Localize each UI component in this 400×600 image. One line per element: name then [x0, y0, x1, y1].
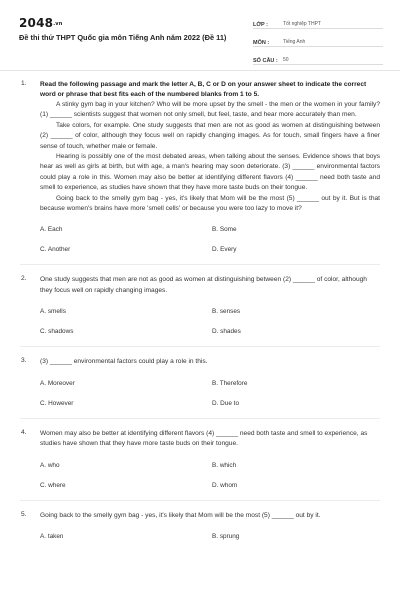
exam-title: Đề thi thử THPT Quốc gia môn Tiếng Anh năm 2022 (Đề 11) — [19, 33, 227, 42]
answer-option-a[interactable]: A. who — [40, 461, 60, 469]
meta-key: LỚP : — [253, 22, 268, 28]
question-number: 1. — [21, 80, 27, 87]
answer-options — [40, 308, 380, 335]
answer-option-c[interactable]: C. However — [40, 399, 74, 407]
answer-option-a[interactable]: A. smells — [40, 308, 66, 316]
answer-options — [40, 462, 380, 489]
question-divider — [20, 264, 380, 265]
logo-suffix: .vn — [53, 21, 63, 27]
answer-option-c[interactable]: C. Another — [40, 246, 71, 254]
answer-option-c[interactable]: C. shadows — [40, 328, 74, 336]
answer-option-b[interactable]: B. sprung — [212, 532, 240, 540]
meta-row-subject — [253, 32, 383, 47]
header-divider — [0, 70, 400, 71]
passage-paragraph: Hearing is possibly one of the most debated areas, when talking about the senses. Evidence shows that boys hear as well as girls at birth, but with age, a man's hearing may soon deteriorate. (3) ______ environmental factors could play a role in this. Women may also be better at identifying different flavors (4) ______ need both taste and smell to experience, as studies have shown that they have more taste buds on their tongue. — [40, 153, 380, 192]
question-number: 4. — [21, 428, 27, 436]
question-stem: (3) ______ environmental factors could play a role in this. — [40, 358, 208, 366]
question-stem: Women may also be better at identifying different flavors (4) ______ need both taste and smell to experience, as studies have shown that they have more taste buds on their tongue. — [40, 429, 368, 448]
meta-row-class — [253, 14, 383, 29]
passage-paragraph: A stinky gym bag in your kitchen? Who will be more upset by the smell - the men or the women in your family? (1) ______ scientists suggest that women not only smell, but feel, taste, and hear more accurately than men. — [40, 101, 380, 119]
meta-key: MÔN : — [253, 40, 270, 46]
answer-option-a[interactable]: A. Each — [40, 226, 63, 234]
answer-option-a[interactable]: A. taken — [40, 532, 64, 540]
question-1 — [0, 80, 400, 253]
meta-row-count — [253, 50, 383, 65]
question-number: 3. — [21, 357, 27, 365]
passage-paragraph: Going back to the smelly gym bag - yes, it's likely that Mom will be the most (5) ______ out by it. But is that because women's brains have more 'smell cells' or because you were too lazy to move it? — [40, 194, 380, 213]
question-2 — [0, 275, 400, 335]
logo-text: 2048 — [19, 16, 54, 30]
answer-option-d[interactable]: D. Every — [212, 246, 237, 254]
question-3 — [0, 357, 400, 406]
answer-option-c[interactable]: C. where — [40, 481, 66, 489]
question-number: 5. — [21, 510, 27, 518]
answer-option-b[interactable]: B. Therefore — [212, 379, 248, 387]
answer-option-a[interactable]: A. Moreover — [40, 379, 75, 387]
question-instructions: Read the following passage and mark the letter A, B, C or D on your answer sheet to indicate the correct word or phrase that best fits each of the numbered blanks from 1 to 5. — [40, 81, 367, 98]
question-4 — [0, 429, 400, 489]
answer-option-d[interactable]: D. shades — [212, 328, 241, 336]
answer-option-b[interactable]: B. Some — [212, 226, 237, 234]
meta-value: Tiếng Anh — [283, 39, 306, 45]
answer-options — [40, 533, 380, 540]
site-logo[interactable] — [19, 16, 63, 30]
answer-option-b[interactable]: B. senses — [212, 308, 241, 316]
answer-option-d[interactable]: D. whom — [212, 481, 238, 489]
meta-value: Tốt nghiệp THPT — [283, 21, 321, 27]
question-list — [0, 80, 400, 540]
meta-key: SỐ CÂU : — [253, 58, 278, 64]
question-stem: Going back to the smelly gym bag - yes, it's likely that Mom will be the most (5) ______ out by it. — [40, 511, 321, 519]
meta-value: 50 — [283, 57, 289, 63]
answer-option-d[interactable]: D. Due to — [212, 399, 239, 407]
question-number: 2. — [21, 275, 27, 283]
answer-options — [40, 380, 380, 407]
question-divider — [20, 346, 380, 347]
answer-options — [40, 226, 380, 253]
answer-option-b[interactable]: B. which — [212, 461, 237, 469]
exam-meta — [253, 14, 383, 68]
passage-paragraph: Take colors, for example. One study suggests that men are not as good as women at distinguishing between (2) ______ of color, although they focus well on rapidly changing images. As for touch, small fingers have a finer sense of touch, whether male or female. — [40, 121, 380, 150]
question-divider — [20, 500, 380, 501]
question-stem: One study suggests that men are not as good as women at distinguishing between (2) ______ of color, although they focus well on rapidly changing images. — [40, 276, 367, 294]
question-divider — [20, 418, 380, 419]
question-5 — [0, 511, 400, 540]
